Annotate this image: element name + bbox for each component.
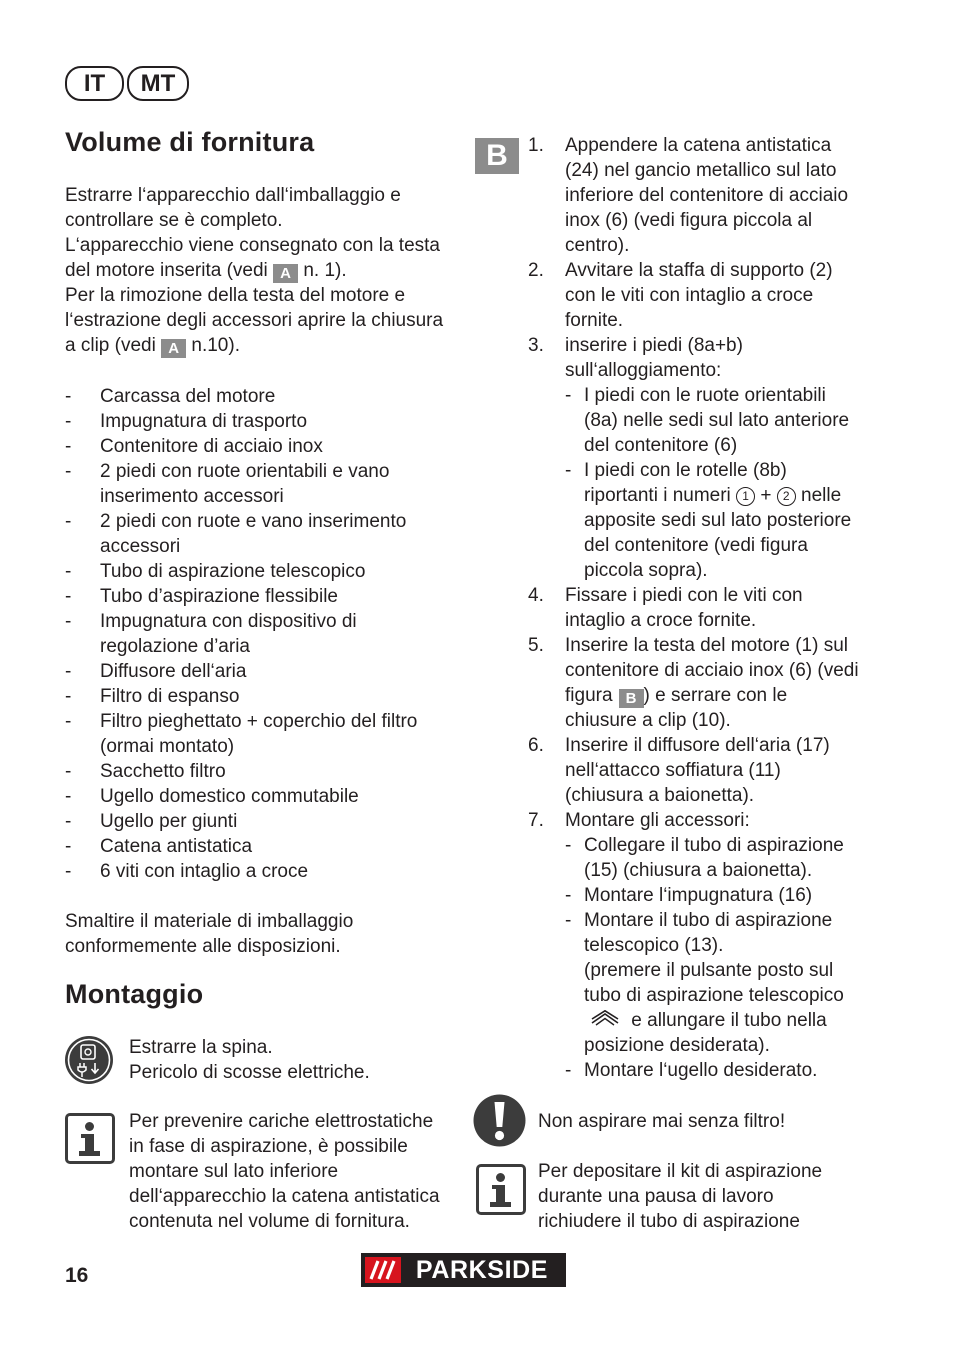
- intro-paragraph-3-text: Per la rimozione della testa del motore e l‘estrazione degli accessori aprire la chiusura a clip (vedi: [65, 285, 444, 356]
- no-filter-warning: Non aspirare mai senza filtro!: [538, 1111, 786, 1132]
- antistatic-info: Per prevenire cariche elettrostatiche in fase di aspirazione, è possibile montare sul lato inferiore dell‘apparecchio la catena antistatica contenuta nel volume di fornitura.: [129, 1111, 440, 1232]
- substep-text: e allungare il tubo nella posizione desiderata).: [584, 1010, 827, 1056]
- intro-paragraph-3: [65, 283, 445, 358]
- step-7-substeps: [565, 833, 860, 1083]
- warning-exclamation-icon: [473, 1094, 526, 1147]
- list-item: - 2 piedi con ruote orientabili e vano inserimento accessori: [65, 459, 450, 509]
- step-text: Montare gli accessori:: [565, 810, 750, 831]
- step-number: 2.: [528, 260, 544, 281]
- section-title-assembly: Montaggio: [65, 979, 204, 1009]
- step-number: 7.: [528, 810, 544, 831]
- figure-b-badge-inline: B: [619, 689, 644, 708]
- lang-badge-mt: MT: [127, 66, 189, 101]
- list-item: - Impugnatura con dispositivo di regolazione d’aria: [65, 609, 450, 659]
- page-number: 16: [65, 1264, 89, 1287]
- unplug-icon: [64, 1035, 114, 1085]
- step-text: Avvitare la staffa di supporto (2) con le viti con intaglio a croce fornite.: [565, 260, 833, 331]
- list-item: - Ugello per giunti: [65, 809, 450, 834]
- step-number: 4.: [528, 585, 544, 606]
- list-item: - Filtro pieghettato + coperchio del filtro (ormai montato): [65, 709, 450, 759]
- substep-text: I piedi con le rotelle (8b) riportanti i numeri: [584, 460, 787, 506]
- assembly-steps: [528, 133, 860, 1083]
- intro-paragraph-1: Estrarre l‘apparecchio dall‘imballaggio e controllare se è completo.: [65, 185, 401, 231]
- list-item: - Montare l‘impugnatura (16): [565, 883, 860, 908]
- plus-sign: +: [760, 485, 772, 506]
- list-item: - Tubo d’aspirazione flessibile: [65, 584, 450, 609]
- assembly-step-2: [528, 258, 860, 333]
- step-text: Inserire il diffusore dell‘aria (17) nell‘attacco soffiatura (11) (chiusura a baionetta).: [565, 735, 830, 806]
- unplug-line-2: Pericolo di scosse elettriche.: [129, 1062, 370, 1083]
- figure-b-badge: B: [475, 138, 519, 174]
- figure-a-badge: A: [273, 264, 298, 283]
- step-number: 5.: [528, 635, 544, 656]
- step-number: 3.: [528, 335, 544, 356]
- logo-stripes-icon: [365, 1257, 401, 1283]
- assembly-step-6: [528, 733, 860, 808]
- step-text: Appendere la catena antistatica (24) nel gancio metallico sul lato inferiore del contenitore di acciaio inox (6) (vedi figura piccola al centro).: [565, 135, 849, 256]
- list-item: - I piedi con le ruote orientabili (8a) nelle sedi sul lato anteriore del contenitore (6): [565, 383, 860, 458]
- step-number: 1.: [528, 135, 544, 156]
- list-item: - Catena antistatica: [65, 834, 450, 859]
- list-item: [565, 908, 860, 1058]
- unplug-warning: [129, 1035, 449, 1085]
- step-text: Inserire la testa del motore (1) sul contenitore di acciaio inox (6) (vedi figura: [565, 635, 859, 706]
- substep-text: Montare il tubo di aspirazione telescopico (13).: [584, 910, 833, 956]
- assembly-step-7: [528, 808, 860, 1083]
- brand-name: PARKSIDE: [403, 1256, 561, 1284]
- substep-text: nelle apposite sedi sul lato posteriore del contenitore (vedi figura piccola sopra).: [584, 485, 852, 581]
- list-item: - Collegare il tubo di aspirazione (15) (chiusura a baionetta).: [565, 833, 860, 883]
- list-item: - 6 viti con intaglio a croce: [65, 859, 450, 884]
- list-item: - Ugello domestico commutabile: [65, 784, 450, 809]
- assembly-step-4: [528, 583, 860, 633]
- figure-a-badge: A: [161, 339, 186, 358]
- intro-paragraph-2: [65, 233, 445, 283]
- lang-badge-it: IT: [65, 66, 124, 101]
- delivery-intro: [65, 183, 445, 358]
- list-item: - Carcassa del motore: [65, 384, 450, 409]
- list-item: - Impugnatura di trasporto: [65, 409, 450, 434]
- step-text: inserire i piedi (8a+b) sull‘alloggiamento:: [565, 335, 743, 381]
- section-title-delivery: Volume di fornitura: [65, 127, 315, 157]
- intro-paragraph-2-ref: n. 1).: [303, 260, 347, 281]
- pause-storage-info: Per depositare il kit di aspirazione durante una pausa di lavoro richiudere il tubo di aspirazione: [538, 1161, 823, 1232]
- info-icon: [65, 1113, 115, 1164]
- step-text: Fissare i piedi con le viti con intaglio a croce fornite.: [565, 585, 803, 631]
- parkside-logo: [361, 1253, 566, 1287]
- list-item: - 2 piedi con ruote e vano inserimento accessori: [65, 509, 450, 559]
- list-item: - Contenitore di acciaio inox: [65, 434, 450, 459]
- assembly-step-1: [528, 133, 860, 258]
- telescopic-release-icon: [590, 1010, 620, 1026]
- unplug-line-1: Estrarre la spina.: [129, 1037, 273, 1058]
- list-item: - Diffusore dell‘aria: [65, 659, 450, 684]
- list-item: - Tubo di aspirazione telescopico: [65, 559, 450, 584]
- delivery-items-list: [65, 384, 450, 884]
- list-item: - Filtro di espanso: [65, 684, 450, 709]
- intro-paragraph-3-ref: n.10).: [191, 335, 240, 356]
- assembly-step-5: [528, 633, 860, 733]
- assembly-step-3: [528, 333, 860, 583]
- list-item: [565, 458, 860, 583]
- intro-paragraph-2-text: L‘apparecchio viene consegnato con la testa del motore inserita (vedi: [65, 235, 440, 281]
- list-item: - Sacchetto filtro: [65, 759, 450, 784]
- step-text: ) e serrare con le chiusure a clip (10).: [565, 685, 788, 731]
- list-item: - Montare l‘ugello desiderato.: [565, 1058, 860, 1083]
- step-3-substeps: [565, 383, 860, 583]
- info-icon: [476, 1164, 526, 1215]
- number-two-circle: 2: [777, 487, 796, 506]
- substep-text: (premere il pulsante posto sul tubo di aspirazione telescopico: [584, 960, 844, 1006]
- step-number: 6.: [528, 735, 544, 756]
- number-one-circle: 1: [736, 487, 755, 506]
- disposal-note: Smaltire il materiale di imballaggio conformemente alle disposizioni.: [65, 911, 354, 957]
